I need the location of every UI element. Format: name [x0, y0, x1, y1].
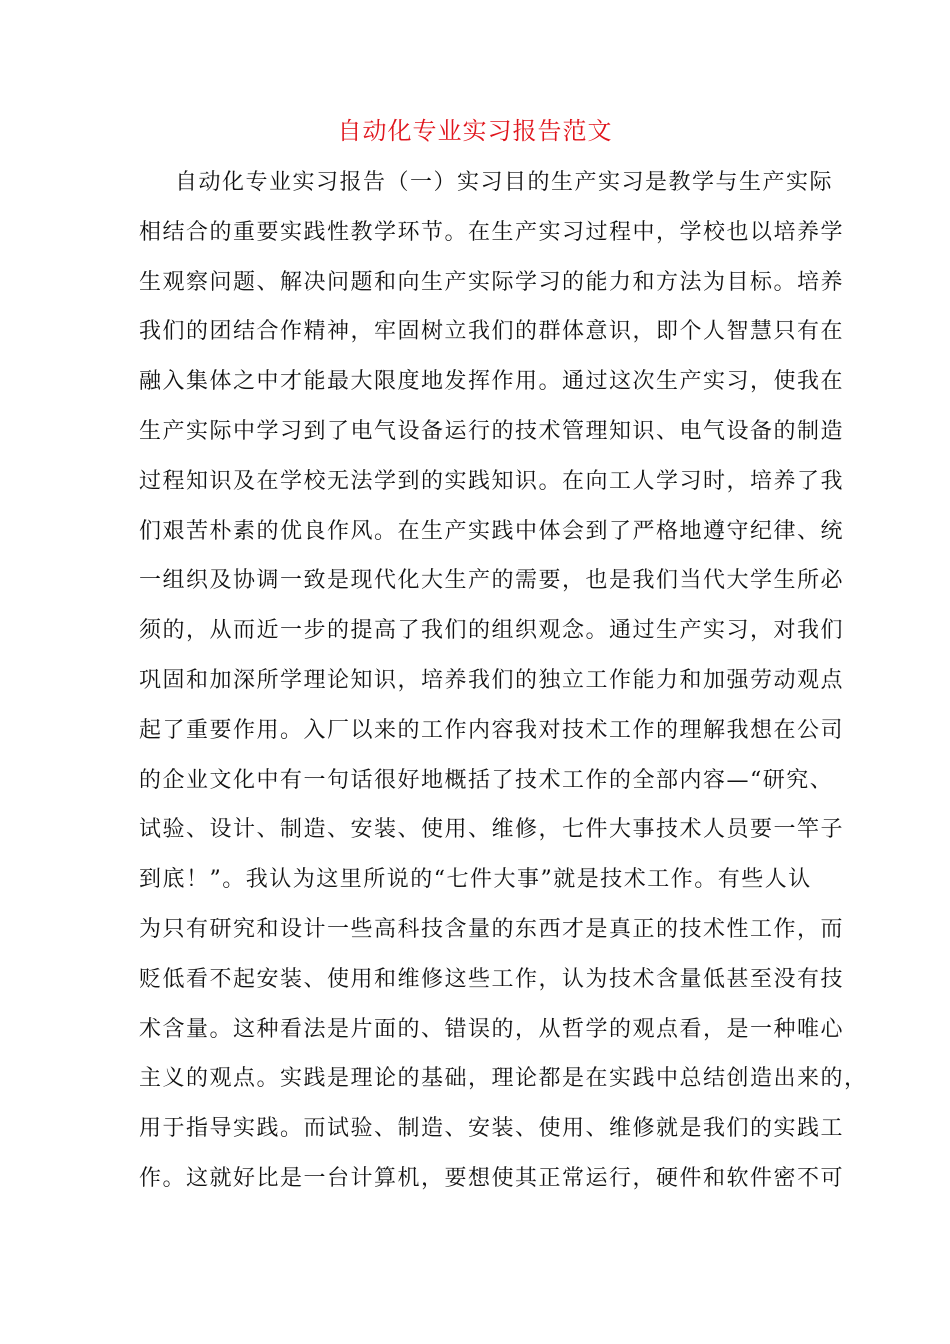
- body-line: 主义的观点。实践是理论的基础，理论都是在实践中总结创造出来的，: [139, 1066, 868, 1092]
- body-line: 须的，从而近一步的提高了我们的组织观念。通过生产实习，对我们: [139, 618, 845, 644]
- body-line: 巩固和加深所学理论知识，培养我们的独立工作能力和加强劳动观点: [139, 667, 845, 693]
- document-title: 自动化专业实习报告范文: [337, 117, 613, 145]
- body-line: 我们的团结合作精神，牢固树立我们的群体意识，即个人智慧只有在: [139, 319, 845, 345]
- body-line: 相结合的重要实践性教学环节。在生产实习过程中，学校也以培养学: [139, 219, 845, 245]
- body-line: 用于指导实践。而试验、制造、安装、使用、维修就是我们的实践工: [139, 1116, 845, 1142]
- body-line: 到底！”。我认为这里所说的“七件大事”就是技术工作。有些人认: [139, 867, 812, 893]
- body-line: 们艰苦朴素的优良作风。在生产实践中体会到了严格地遵守纪律、统: [139, 518, 845, 544]
- body-line: 起了重要作用。入厂以来的工作内容我对技术工作的理解我想在公司: [139, 717, 845, 743]
- body-line: 一组织及协调一致是现代化大生产的需要，也是我们当代大学生所必: [139, 568, 845, 594]
- body-line: 试验、设计、制造、安装、使用、维修，七件大事技术人员要一竿子: [139, 817, 845, 843]
- body-line: 贬低看不起安装、使用和维修这些工作，认为技术含量低甚至没有技: [139, 966, 845, 992]
- body-line: 生观察问题、解决问题和向生产实际学习的能力和方法为目标。培养: [139, 269, 845, 295]
- body-line: 过程知识及在学校无法学到的实践知识。在向工人学习时，培养了我: [139, 468, 845, 494]
- body-line: 生产实际中学习到了电气设备运行的技术管理知识、电气设备的制造: [139, 418, 845, 444]
- body-line: 融入集体之中才能最大限度地发挥作用。通过这次生产实习，使我在: [139, 369, 845, 395]
- body-line: 为只有研究和设计一些高科技含量的东西才是真正的技术性工作，而: [139, 916, 845, 942]
- body-line: 术含量。这种看法是片面的、错误的，从哲学的观点看，是一种唯心: [139, 1016, 845, 1042]
- document-body: [139, 158, 868, 1204]
- body-line: 的企业文化中有一句话很好地概括了技术工作的全部内容—“研究、: [139, 767, 834, 793]
- body-line: 作。这就好比是一台计算机，要想使其正常运行，硬件和软件密不可: [139, 1165, 845, 1191]
- body-line: 自动化专业实习报告（一）实习目的生产实习是教学与生产实际: [175, 170, 834, 195]
